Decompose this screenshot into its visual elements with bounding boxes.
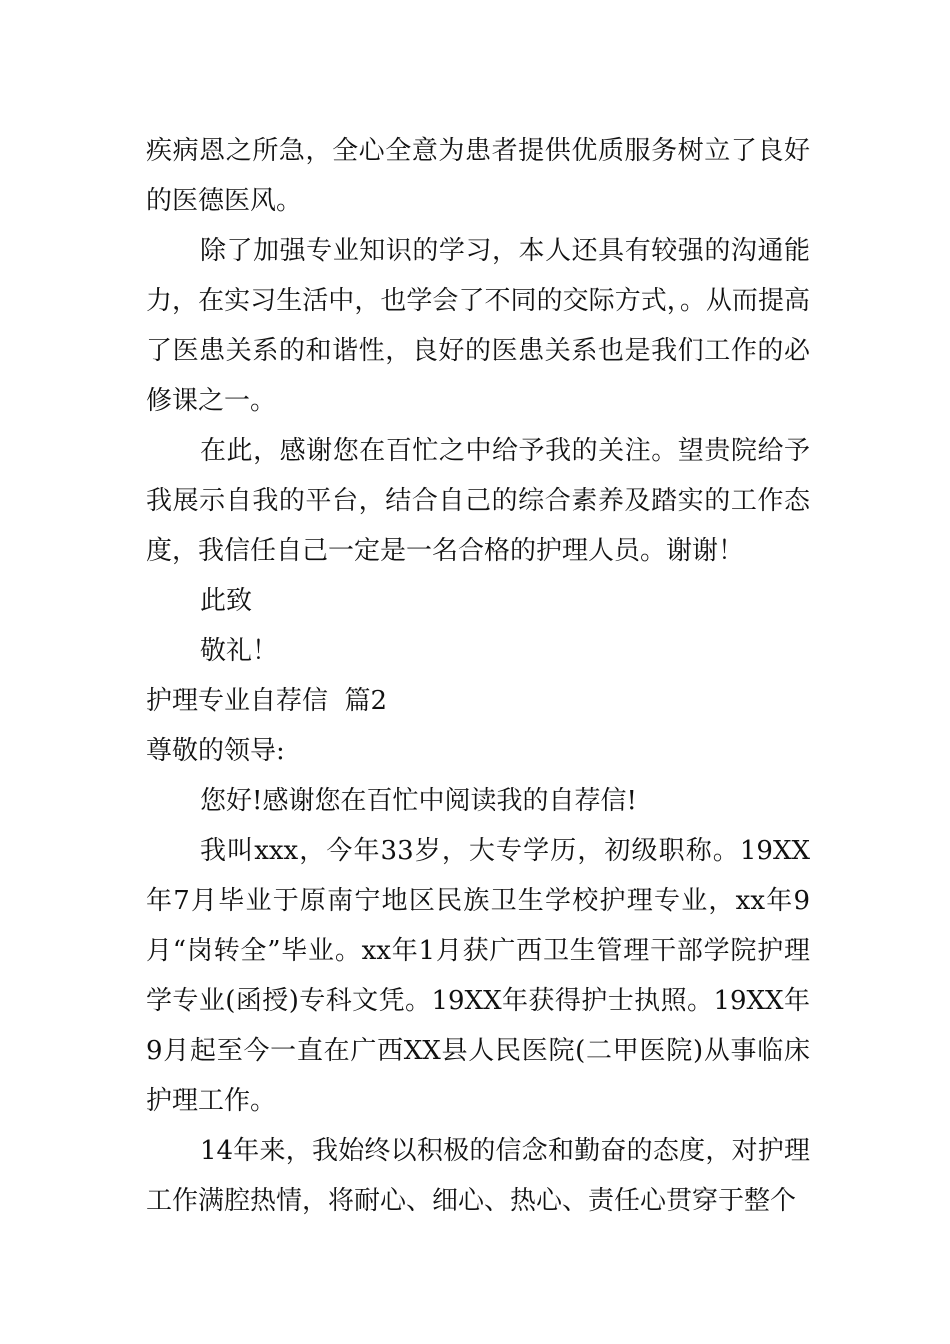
document-body [146, 126, 810, 1226]
paragraph-thanks: 在此，感谢您在百忙之中给予我的关注。望贵院给予我展示自我的平台，结合自己的综合素养及踏实的工作态度，我信任自己一定是一名合格的护理人员。谢谢！ [146, 436, 810, 566]
paragraph-communication: 除了加强专业知识的学习，本人还具有较强的沟通能力，在实习生活中，也学会了不同的交际方式，。从而提高了医患关系的和谐性，良好的医患关系也是我们工作的必修课之一。 [146, 236, 810, 416]
closing-line-2: 敬礼！ [200, 636, 279, 666]
paragraph-continuation: 疾病恩之所急，全心全意为患者提供优质服务树立了良好的医德医风。 [146, 136, 810, 216]
closing-line-1: 此致 [200, 586, 253, 616]
section-title: 护理专业自荐信 篇2 [146, 686, 388, 716]
greeting: 您好!感谢您在百忙中阅读我的自荐信! [200, 786, 637, 816]
paragraph-introduction: 我叫xxx，今年33岁，大专学历，初级职称。19XX年7月毕业于原南宁地区民族卫生学校护理专业，xx年9月“岗转全”毕业。xx年1月获广西卫生管理干部学院护理学专业(函授)专科文凭。19XX年获得护士执照。19XX年9月起至今一直在广西XX县人民医院(二甲医院)从事临床护理工作。 [146, 836, 810, 1116]
salutation: 尊敬的领导: [146, 736, 285, 766]
paragraph-experience: 14年来，我始终以积极的信念和勤奋的态度，对护理工作满腔热情，将耐心、细心、热心、责任心贯穿于整个 [146, 1136, 810, 1216]
